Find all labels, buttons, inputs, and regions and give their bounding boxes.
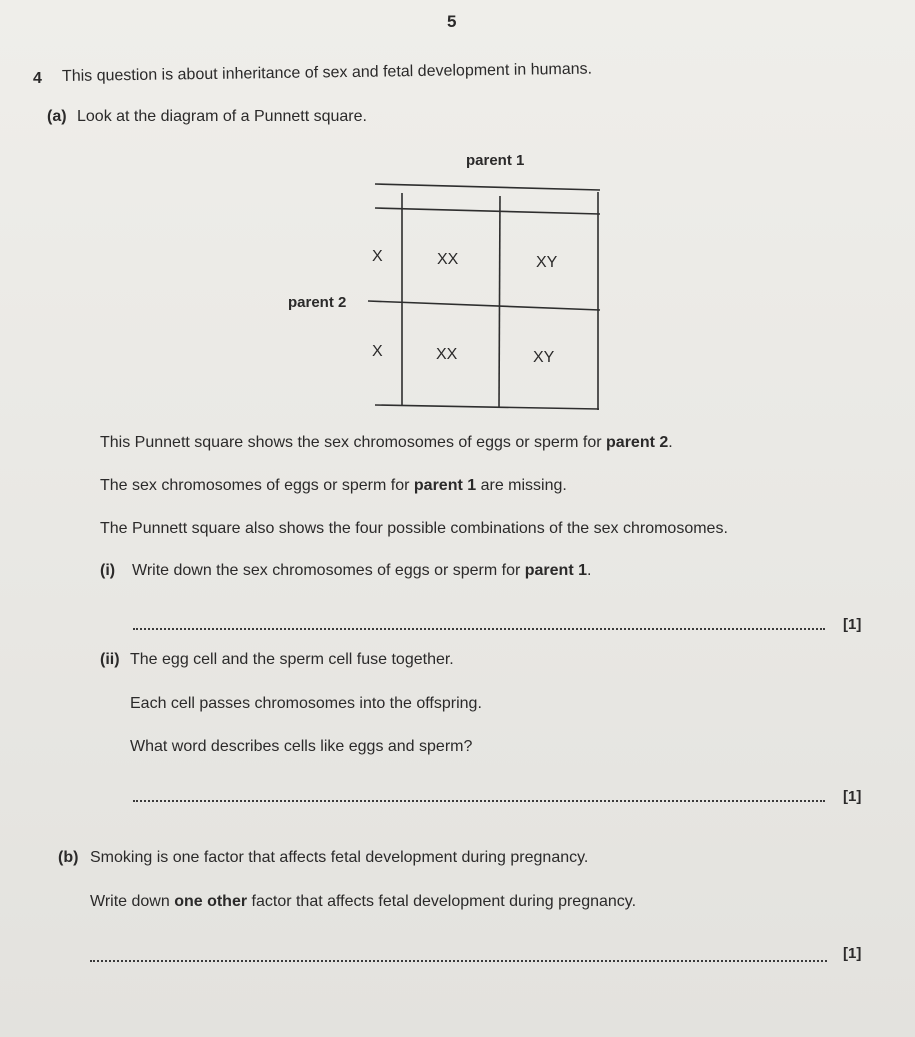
question-number: 4	[33, 70, 42, 87]
grid-line-row1-top	[375, 208, 600, 214]
info-line-3: The Punnett square also shows the four possible combinations of the sex chromosomes.	[100, 520, 728, 537]
sub-ii-label: (ii)	[100, 651, 120, 668]
cell-r2c1: XX	[436, 346, 458, 363]
mark-i: [1]	[843, 616, 862, 633]
part-b-line-1: Smoking is one factor that affects fetal development during pregnancy.	[90, 849, 589, 866]
parent-2-label: parent 2	[288, 294, 347, 311]
sub-ii-line-2: Each cell passes chromosomes into the offspring.	[130, 695, 482, 712]
parent-2-allele-1: X	[372, 248, 383, 265]
answer-line-ii[interactable]	[133, 800, 825, 802]
info-line-1: This Punnett square shows the sex chromosomes of eggs or sperm for parent 2.	[100, 434, 673, 451]
sub-i-question: Write down the sex chromosomes of eggs or sperm for parent 1.	[132, 562, 592, 579]
answer-line-i[interactable]	[133, 628, 825, 630]
cell-r1c2: XY	[536, 254, 558, 271]
parent-1-label: parent 1	[466, 152, 525, 169]
page-number: 5	[447, 12, 457, 31]
mark-ii: [1]	[843, 788, 862, 805]
cell-r1c1: XX	[437, 251, 459, 268]
part-a-intro: Look at the diagram of a Punnett square.	[77, 108, 367, 125]
info-line-2: The sex chromosomes of eggs or sperm for parent 1 are missing.	[100, 477, 567, 494]
sub-i-label: (i)	[100, 562, 116, 579]
part-b-line-2: Write down one other factor that affects fetal development during pregnancy.	[90, 893, 637, 910]
sub-ii-line-1: The egg cell and the sperm cell fuse together.	[130, 651, 454, 668]
mark-b: [1]	[843, 945, 862, 962]
cell-r2c2: XY	[533, 349, 555, 366]
grid-line-top-header	[375, 184, 600, 190]
grid-line-center	[499, 196, 500, 408]
sub-ii-line-3: What word describes cells like eggs and sperm?	[130, 738, 473, 755]
grid-line-bottom	[375, 405, 599, 409]
part-b-label: (b)	[58, 849, 79, 866]
answer-line-b[interactable]	[90, 960, 827, 962]
question-stem: This question is about inheritance of sex and fetal development in humans.	[61, 60, 593, 85]
part-a-label: (a)	[47, 108, 67, 125]
parent-2-allele-2: X	[372, 343, 383, 360]
